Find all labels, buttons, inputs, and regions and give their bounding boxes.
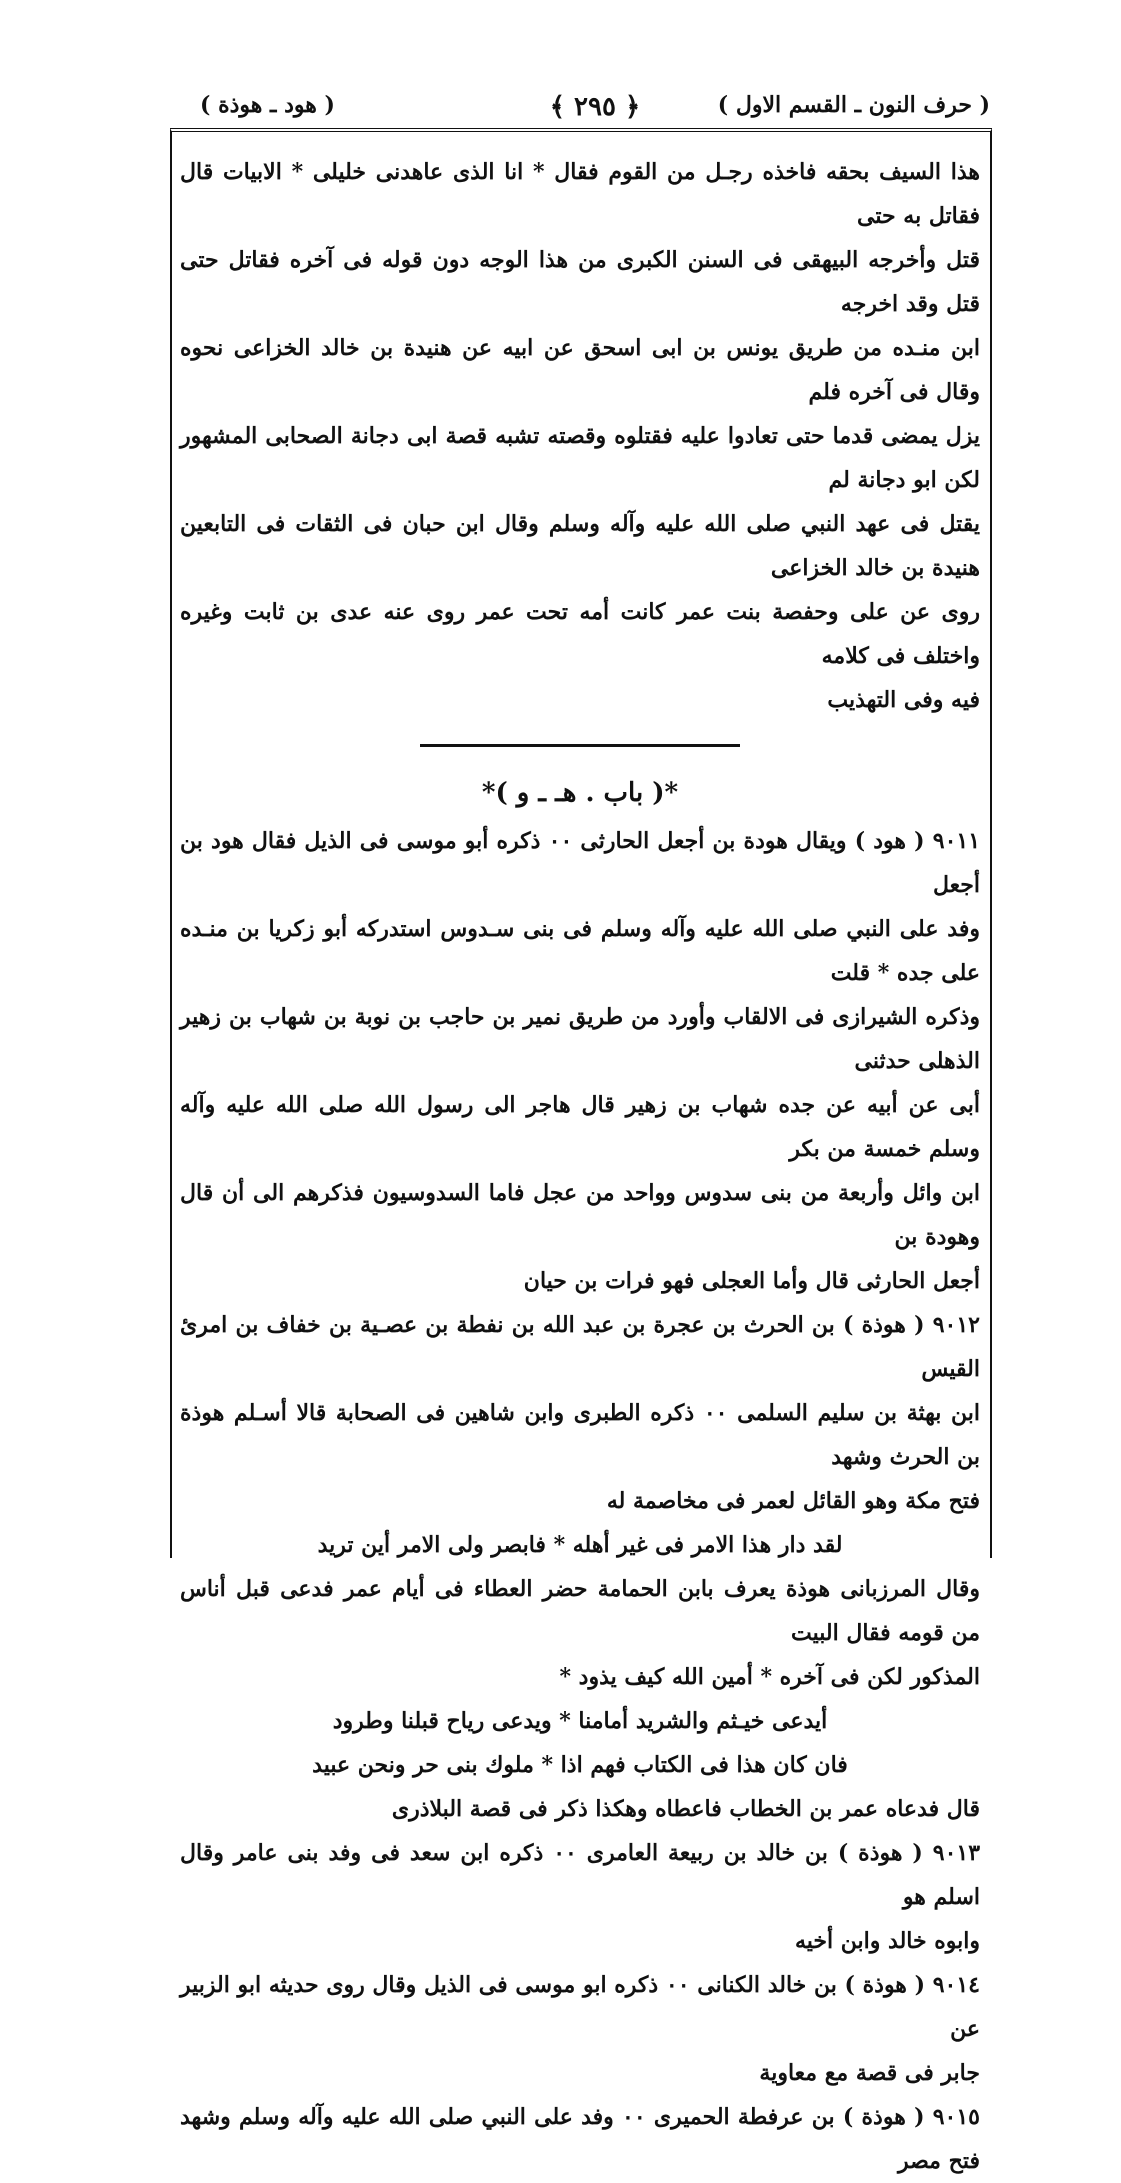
text-line: فتح مكة وهو القائل لعمر فى مخاصمة له xyxy=(606,1488,980,1514)
entry-9012 xyxy=(180,1303,980,1831)
text-line: ٩٠١٤ ( هوذة ) بن خالد الكنانى ٠٠ ذكره ابو موسى فى الذيل وقال روى حديثه ابو الزبير عن xyxy=(180,1972,980,2042)
verse-line: لقد دار هذا الامر فى غير أهله * فابصر ولى الامر أين تريد xyxy=(317,1532,843,1558)
text-line: ٩٠١١ ( هود ) ويقال هودة بن أجعل الحارثى ٠٠ ذكره أبو موسى فى الذيل فقال هود بن أجعل xyxy=(180,828,981,898)
text-line: فيه وفى التهذيب xyxy=(827,687,980,713)
text-line: يزل يمضى قدما حتى تعادوا عليه فقتلوه وقصته تشبه قصة ابى دجانة الصحابى المشهور لكن ابو دجانة لم xyxy=(180,423,980,493)
text-line: ٩٠١٥ ( هوذة ) بن عرفطة الحميرى ٠٠ وفد على النبي صلى الله عليه وآله وسلم وشهد فتح مصر xyxy=(180,2104,980,2174)
chapter-heading: *( باب . هـ ـ و )* xyxy=(481,778,679,808)
page-body xyxy=(180,150,980,2183)
page-header xyxy=(200,92,990,128)
text-line: ابن منـده من طريق يونس بن ابى اسحق عن ابيه عن هنيدة بن خالد الخزاعى نحوه وقال فى آخره فلم xyxy=(180,335,980,405)
text-line: ٩٠١٢ ( هوذة ) بن الحرث بن عجرة بن عبد الله بن نفطة بن عصـية بن خفاف بن امرئ القيس xyxy=(180,1312,980,1382)
verse-line: فان كان هذا فى الكتاب فهم اذا * ملوك بنى حر ونحن عبيد xyxy=(312,1752,848,1778)
text-line: هذا السيف بحقه فاخذه رجـل من القوم فقال * انا الذى عاهدنى خليلى * الابيات قال فقاتل به حتى xyxy=(180,159,980,229)
text-line: قال فدعاه عمر بن الخطاب فاعطاه وهكذا ذكر فى قصة البلاذرى xyxy=(391,1796,980,1822)
text-line: روى عن على وحفصة بنت عمر كانت أمه تحت عمر روى عنه عدى بن ثابت وغيره واختلف فى كلامه xyxy=(180,599,980,669)
entry-9015 xyxy=(180,2095,980,2183)
text-line: أجعل الحارثى قال وأما العجلى فهو فرات بن حيان xyxy=(523,1268,980,1294)
section-divider xyxy=(420,744,740,747)
intro-paragraph xyxy=(180,150,980,722)
text-line: قتل وأخرجه البيهقى فى السنن الكبرى من هذا الوجه دون قوله فى آخره فقاتل حتى قتل وقد اخرجه xyxy=(180,247,980,317)
entry-9011 xyxy=(180,819,980,1303)
verse-line: أيدعى خيـثم والشريد أمامنا * ويدعى رياح قبلنا وطرود xyxy=(332,1708,828,1734)
text-line: وذكره الشيرازى فى الالقاب وأورد من طريق نمير بن حاجب بن نوبة بن شهاب بن زهير الذهلى حدثنى xyxy=(180,1004,980,1074)
text-line: وابوه خالد وابن أخيه xyxy=(794,1928,980,1954)
text-line: يقتل فى عهد النبي صلى الله عليه وآله وسلم وقال ابن حبان فى الثقات فى التابعين هنيدة بن خالد الخزاعى xyxy=(180,511,980,581)
entry-9013 xyxy=(180,1831,980,1963)
text-line: أبى عن أبيه عن جده شهاب بن زهير قال هاجر الى رسول الله صلى الله عليه وآله وسلم خمسة من بكر xyxy=(180,1092,980,1162)
text-line: ابن وائل وأربعة من بنى سدوس وواحد من عجل فاما السدوسيون فذكرهم الى أن قال وهودة بن xyxy=(180,1180,980,1250)
text-line: وقال المرزبانى هوذة يعرف بابن الحمامة حضر العطاء فى أيام عمر فدعى قبل أناس من قومه فقال البيت xyxy=(180,1576,980,1646)
header-entry-range: ( هود ـ هوذة ) xyxy=(200,92,335,118)
text-line: ابن بهثة بن سليم السلمى ٠٠ ذكره الطبرى وابن شاهين فى الصحابة قالا أسـلم هوذة بن الحرث وشهد xyxy=(180,1400,981,1470)
text-line: المذكور لكن فى آخره * أمين الله كيف يذود * xyxy=(559,1664,980,1690)
text-line: ٩٠١٣ ( هوذة ) بن خالد بن ربيعة العامرى ٠٠ ذكره ابن سعد فى وفد بنى عامر وقال اسلم هو xyxy=(180,1840,981,1910)
text-line: وفد على النبي صلى الله عليه وآله وسلم فى بنى سـدوس استدركه أبو زكريا بن منـده على جده * قلت xyxy=(180,916,980,986)
header-section-title: ( حرف النون ـ القسم الاول ) xyxy=(717,92,990,118)
page-number: ﴿ ٢٩٥ ﴾ xyxy=(549,92,641,122)
entry-9014 xyxy=(180,1963,980,2095)
text-line: جابر فى قصة مع معاوية xyxy=(759,2060,980,2086)
